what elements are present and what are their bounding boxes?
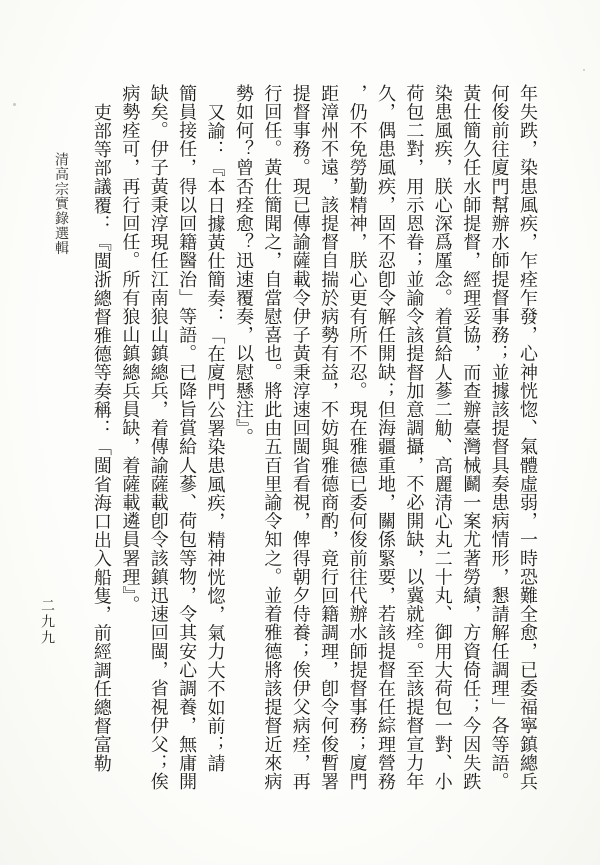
text-column: 簡員接任，得以回籍醫治」等語。已降旨賞給人蔘、荷包等物，令其安心調養，無庸開: [177, 84, 198, 791]
scan-speck: [13, 103, 16, 106]
text-column: 黃仕簡久任水師提督，經理妥協，而查辦臺灣械鬬一案尤著勞績，方資倚任；今因失跌: [461, 84, 482, 791]
text-column: 缺矣。伊子黃秉淳現任江南狼山鎮總兵，着傳諭薩載卽令該鎮迅速回閩，省視伊父；俟: [148, 84, 169, 791]
text-column: 久，偶患風疾，固不忍卽令解任開缺；但海疆重地，關係緊要，若該提督在任綜理營務: [375, 84, 396, 791]
text-column-paragraph-start: 吏部等部議覆：『閩浙總督雅德等奏稱：「閩省海口出入船隻，前經調任總督富勒: [91, 103, 112, 773]
page-number: 二九九: [39, 598, 54, 646]
text-column: ，仍不免勞勤精神，朕心更有所不忍。現在雅德已委何俊前往代辦水師提督事務；廈門: [347, 84, 368, 791]
text-column: 荷包二對，用示恩眷；並諭令該提督加意調攝，不必開缺，以冀就痊。至該提督宣力年: [404, 84, 425, 791]
text-column: 勢如何？曾否痊愈？迅速覆奏，以慰懸注』。: [233, 84, 254, 447]
text-column-paragraph-start: 又諭：『本日據黃仕簡奏：「在廈門公署染患風疾，精神恍惚，氣力大不如前；請: [205, 103, 226, 773]
text-column: 距漳州不遠，該提督自揣於病勢有益，不妨與雅德商酌，竟行回籍調理，卽令何俊暫署: [319, 84, 340, 791]
text-column: 病勢痊可，再行回任。所有狼山鎮總兵員缺，着薩載遴員署理』。: [120, 84, 141, 615]
book-title-vertical: 清高宗實錄選輯: [53, 152, 68, 256]
main-text-block: [88, 84, 543, 810]
text-column: 何俊前往廈門幫辦水師提督事務；並據該提督具奏患病情形，懇請解任調理」各等語。: [489, 84, 510, 791]
scan-speck: [583, 69, 585, 71]
text-column: 染患風疾，朕心深爲厪念。着賞給人蔘二觔、高麗清心丸二十丸、御用大荷包一對、小: [432, 84, 453, 791]
text-column: 行回任。黃仕簡聞之，自當慰喜也。將此由五百里諭令知之。並着雅德將該提督近來病: [262, 84, 283, 791]
text-column: 提督事務。現已傳諭薩載令伊子黃秉淳速回閩省看視，俾得朝夕侍養；俟伊父病痊，再: [290, 84, 311, 791]
text-column: 年失跌，染患風疾，乍痊乍發，心神恍惚、氣體虛弱，一時恐難全愈，已委福寧鎮總兵: [518, 84, 538, 791]
